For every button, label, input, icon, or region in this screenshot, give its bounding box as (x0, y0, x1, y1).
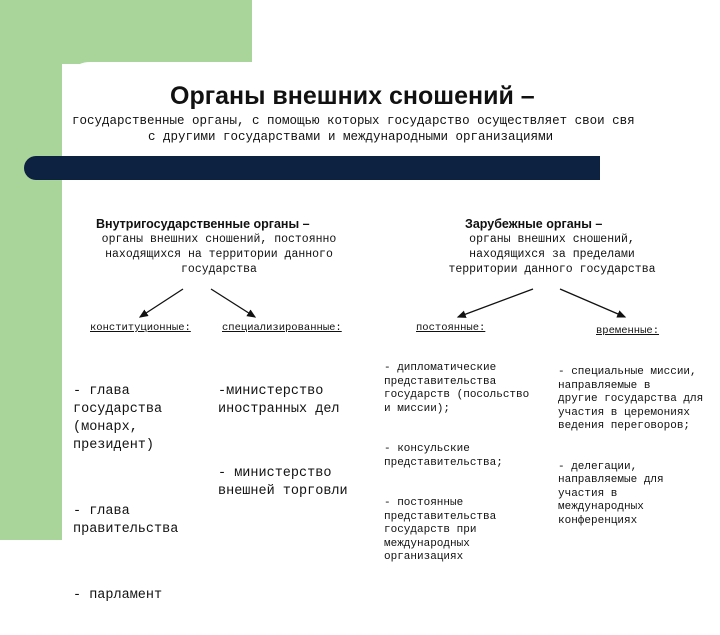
specialized-label: специализированные: (222, 322, 342, 334)
list-item: - специальные миссии, направляемые в другие государства для участия в церемониях ведения переговоров; (558, 366, 704, 432)
list-item: - постоянные представительства государств при международных организациях (384, 497, 497, 563)
domestic-desc-line: государства (181, 263, 257, 276)
arrow-to-constitutional (140, 289, 183, 317)
slide-title: Органы внешних сношений – (170, 82, 535, 110)
permanent-list (384, 335, 529, 578)
foreign-desc-line: органы внешних сношений, (469, 233, 635, 246)
foreign-desc-line: территории данного государства (448, 263, 656, 276)
domestic-desc-line: находящихся на территории данного (105, 248, 333, 261)
list-item: - делегации, направляемые для участия в международных конференциях (558, 460, 664, 527)
foreign-desc-line: находящихся за пределами (469, 248, 635, 261)
constitutional-list (73, 347, 178, 635)
definition-line-2: с другими государствами и международными организациями (148, 130, 554, 144)
temporary-list (558, 339, 703, 542)
list-item: - дипломатические представительства государств (посольство и миссии); (384, 362, 530, 415)
arrow-to-specialized (211, 289, 255, 317)
definition-line-1: государственные органы, с помощью которых государство осуществляет свои свя (72, 114, 635, 128)
list-item: - глава правительства (73, 504, 179, 537)
foreign-organs-heading: Зарубежные органы – (465, 217, 603, 231)
temporary-label: временные: (596, 325, 660, 337)
arrow-to-permanent (458, 289, 533, 317)
list-item: - глава государства (монарх, президент) (73, 384, 163, 453)
list-item: - парламент (73, 588, 163, 603)
arrow-to-temporary (560, 289, 625, 317)
list-item: -министерство иностранных дел (218, 384, 340, 417)
domestic-desc-line: органы внешних сношений, постоянно (101, 233, 337, 246)
list-item: - консульские представительства; (384, 443, 503, 469)
constitutional-label: конституционные: (90, 322, 191, 334)
list-item: - министерство внешней торговли (218, 466, 348, 499)
specialized-list (218, 347, 348, 531)
domestic-organs-heading: Внутригосударственные органы – (96, 217, 310, 231)
permanent-label: постоянные: (416, 322, 486, 334)
